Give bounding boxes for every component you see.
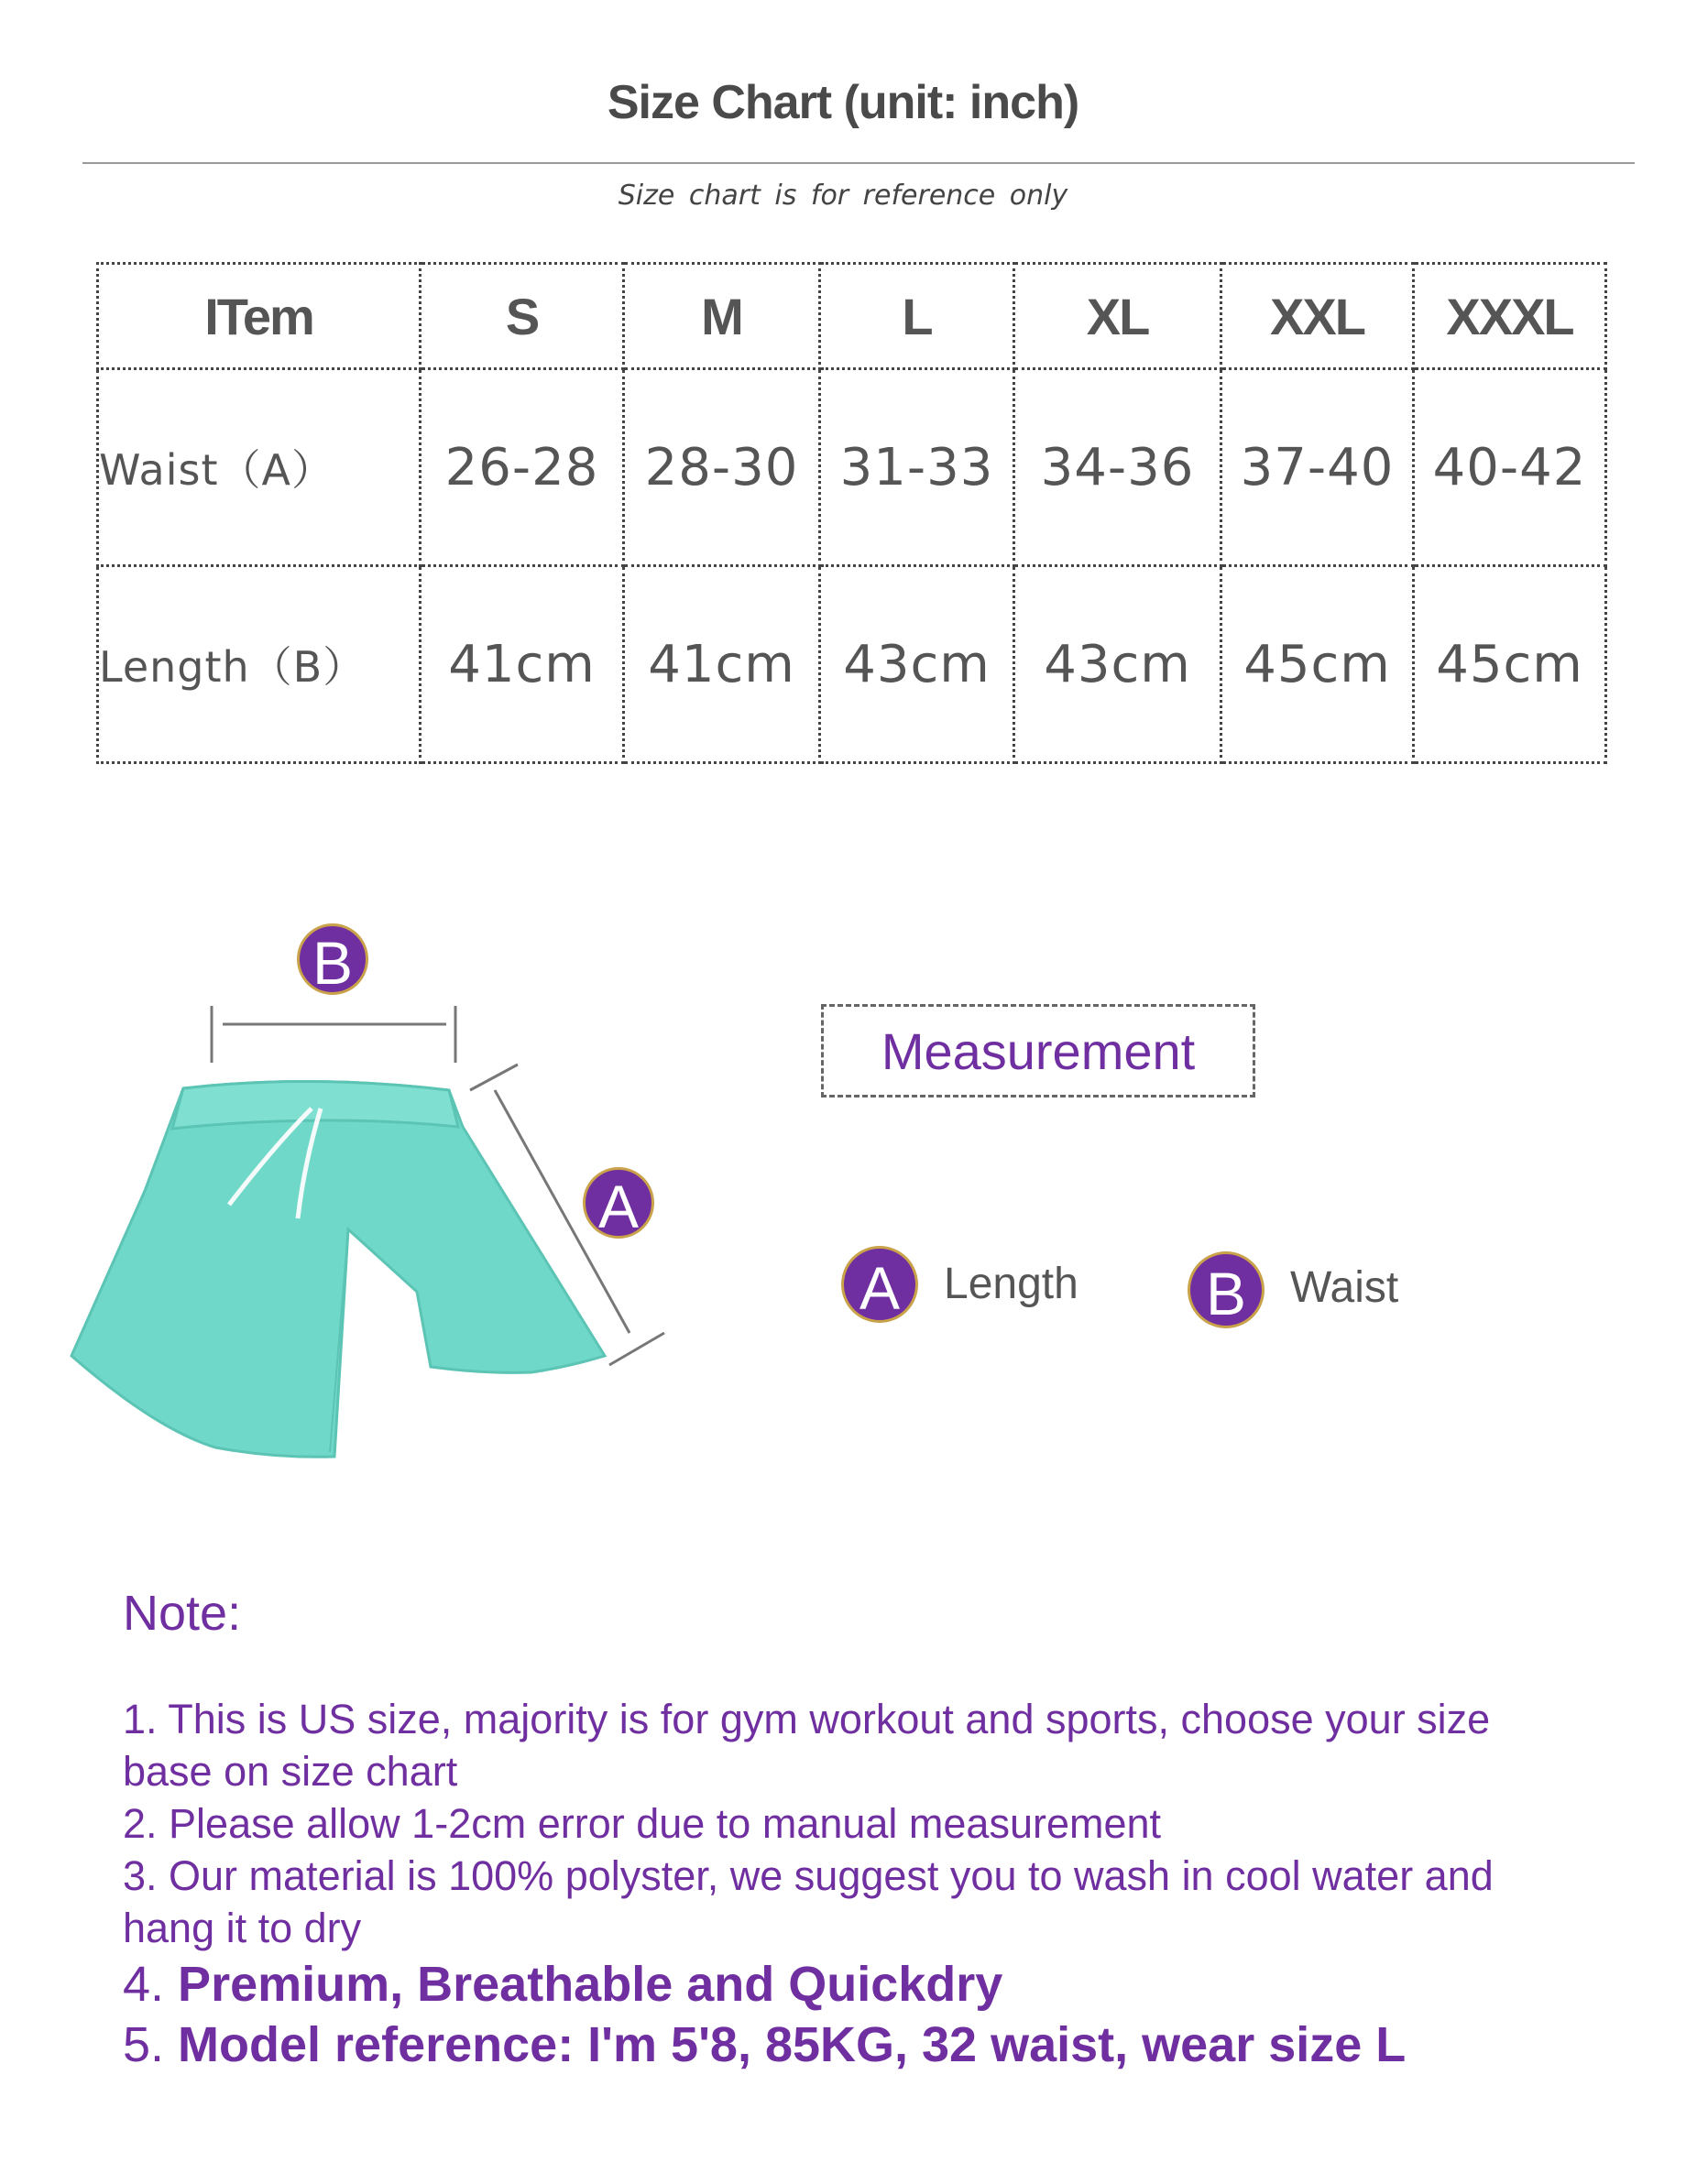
title-divider: [82, 162, 1635, 164]
row-label-waist: Waist（A）: [98, 369, 421, 566]
table-cell: 40-42: [1414, 369, 1606, 566]
size-table: [96, 262, 1607, 764]
note-item-4: [123, 1954, 1589, 2015]
page-title: Size Chart (unit: inch): [607, 76, 1079, 129]
table-cell: 45cm: [1221, 566, 1414, 763]
table-row-waist: [98, 369, 1606, 566]
legend-b-icon: B: [1188, 1251, 1264, 1328]
badge-a-icon: A: [583, 1167, 654, 1239]
table-header-row: [98, 264, 1606, 369]
header-cell-s: S: [421, 264, 624, 369]
note-item-3: 3. Our material is 100% polyster, we suggest you to wash in cool water and hang it to dry: [123, 1852, 1494, 1951]
table-cell: 26-28: [421, 369, 624, 566]
table-cell: 43cm: [1014, 566, 1221, 763]
notes-title: Note:: [123, 1586, 242, 1641]
header-cell-xl: XL: [1014, 264, 1221, 369]
legend-a-icon: A: [841, 1246, 918, 1323]
note-item-5-num: 5.: [123, 2017, 179, 2072]
header-cell-m: M: [624, 264, 820, 369]
row-label-length: Length（B）: [98, 566, 421, 763]
header-cell-item: ITem: [98, 264, 421, 369]
note-item-2: 2. Please allow 1-2cm error due to manual measurement: [123, 1800, 1162, 1847]
legend-b-label: Waist: [1290, 1263, 1399, 1312]
note-item-4-text: Premium, Breathable and Quickdry: [178, 1957, 1003, 2012]
measurement-box: Measurement: [821, 1004, 1255, 1097]
note-item-4-num: 4.: [123, 1957, 179, 2012]
table-cell: 43cm: [820, 566, 1014, 763]
note-item-5: [123, 2015, 1589, 2075]
table-cell: 41cm: [421, 566, 624, 763]
badge-b-icon: B: [297, 923, 368, 995]
shorts-illustration: [55, 989, 678, 1466]
table-cell: 41cm: [624, 566, 820, 763]
table-cell: 37-40: [1221, 369, 1414, 566]
table-cell: 45cm: [1414, 566, 1606, 763]
notes-section: [123, 1585, 1589, 2075]
legend-a-label: Length: [944, 1260, 1078, 1308]
header-cell-xxl: XXL: [1221, 264, 1414, 369]
note-item-5-text: Model reference: I'm 5'8, 85KG, 32 waist, wear size L: [178, 2017, 1407, 2072]
table-row-length: [98, 566, 1606, 763]
table-cell: 34-36: [1014, 369, 1221, 566]
table-cell: 28-30: [624, 369, 820, 566]
header-cell-xxxl: XXXL: [1414, 264, 1606, 369]
page-subtitle: Size chart is for reference only: [618, 180, 1068, 212]
table-cell: 31-33: [820, 369, 1014, 566]
note-item-1: 1. This is US size, majority is for gym workout and sports, choose your size base on size chart: [123, 1696, 1491, 1795]
header-cell-l: L: [820, 264, 1014, 369]
